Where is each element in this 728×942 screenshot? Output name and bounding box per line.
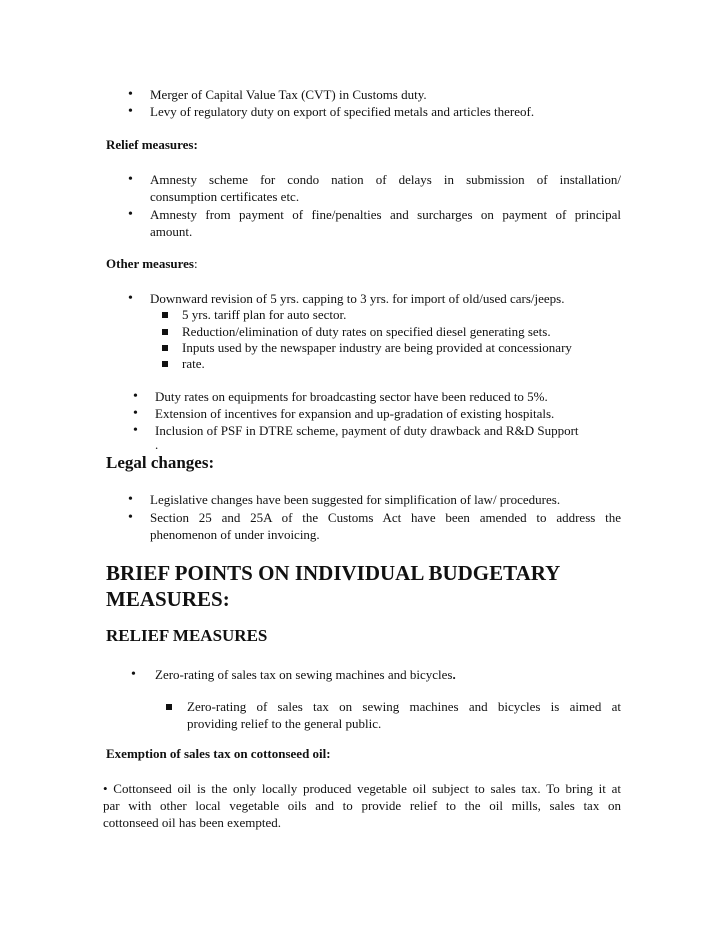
- relief-measures-heading: Relief measures:: [106, 137, 198, 152]
- sub-list-item: Reduction/elimination of duty rates on specified diesel generating sets.: [182, 324, 551, 339]
- list-item: Duty rates on equipments for broadcasting sector have been reduced to 5%.: [155, 389, 548, 404]
- bullet-icon: •: [128, 510, 133, 525]
- square-bullet-icon: [162, 361, 168, 367]
- square-bullet-icon: [162, 312, 168, 318]
- paragraph-line: • Cottonseed oil is the only locally produced vegetable oil subject to sales tax. To bring it at: [103, 781, 621, 796]
- list-item: Levy of regulatory duty on export of specified metals and articles thereof.: [150, 104, 535, 119]
- bullet-icon: •: [128, 291, 133, 306]
- bullet-icon: •: [128, 172, 133, 187]
- bullet-icon: •: [128, 104, 133, 119]
- stray-period: .: [155, 437, 159, 452]
- heading-colon: :: [193, 256, 198, 271]
- bullet-icon: •: [128, 492, 133, 507]
- list-item-line: consumption certificates etc.: [150, 189, 300, 204]
- sub-list-item-line: Zero-rating of sales tax on sewing machines and bicycles is aimed at: [187, 699, 621, 714]
- sub-list-item: Inputs used by the newspaper industry are being provided at concessionary: [182, 340, 572, 355]
- relief-measures-subheading: RELIEF MEASURES: [106, 626, 268, 645]
- list-item-line: Amnesty from payment of fine/penalties and surcharges on payment of principal: [150, 207, 621, 222]
- brief-points-heading-line-2: MEASURES:: [106, 587, 230, 611]
- list-item-line: Amnesty scheme for condo nation of delays in submission of installation/: [150, 172, 621, 187]
- other-measures-heading: [106, 256, 198, 273]
- list-item: [155, 667, 456, 684]
- bullet-icon: •: [133, 389, 138, 404]
- bullet-icon: •: [128, 207, 133, 222]
- bullet-icon: •: [131, 667, 136, 682]
- sub-list-item: rate.: [182, 356, 205, 371]
- square-bullet-icon: [162, 345, 168, 351]
- square-bullet-icon: [166, 704, 172, 710]
- square-bullet-icon: [162, 329, 168, 335]
- bullet-icon: •: [133, 406, 138, 421]
- list-item-period: .: [452, 667, 456, 682]
- sub-list-item-line: providing relief to the general public.: [187, 716, 382, 731]
- sub-list-item: 5 yrs. tariff plan for auto sector.: [182, 307, 347, 322]
- cottonseed-oil-heading: Exemption of sales tax on cottonseed oil:: [106, 746, 331, 761]
- legal-changes-heading: Legal changes:: [106, 453, 215, 472]
- list-item: Downward revision of 5 yrs. capping to 3 yrs. for import of old/used cars/jeeps.: [150, 291, 565, 306]
- bullet-icon: •: [133, 423, 138, 438]
- list-item-line: phenomenon of under invoicing.: [150, 527, 320, 542]
- list-item-line: Section 25 and 25A of the Customs Act have been amended to address the: [150, 510, 621, 525]
- paragraph-line: cottonseed oil has been exempted.: [103, 815, 281, 830]
- list-item-line: amount.: [150, 224, 193, 239]
- list-item-line: Legislative changes have been suggested for simplification of law/ procedures.: [150, 492, 561, 507]
- paragraph-line: par with other local vegetable oils and to provide relief to the oil mills, sales tax on: [103, 798, 621, 813]
- brief-points-heading-line-1: BRIEF POINTS ON INDIVIDUAL BUDGETARY: [106, 561, 561, 585]
- bullet-icon: •: [128, 87, 133, 102]
- list-item: Extension of incentives for expansion and up-gradation of existing hospitals.: [155, 406, 555, 421]
- list-item-text: Zero-rating of sales tax on sewing machines and bicycles: [155, 667, 453, 682]
- other-measures-heading-text: Other measures: [106, 256, 194, 271]
- list-item: Merger of Capital Value Tax (CVT) in Customs duty.: [150, 87, 427, 102]
- list-item: Inclusion of PSF in DTRE scheme, payment of duty drawback and R&D Support: [155, 423, 579, 438]
